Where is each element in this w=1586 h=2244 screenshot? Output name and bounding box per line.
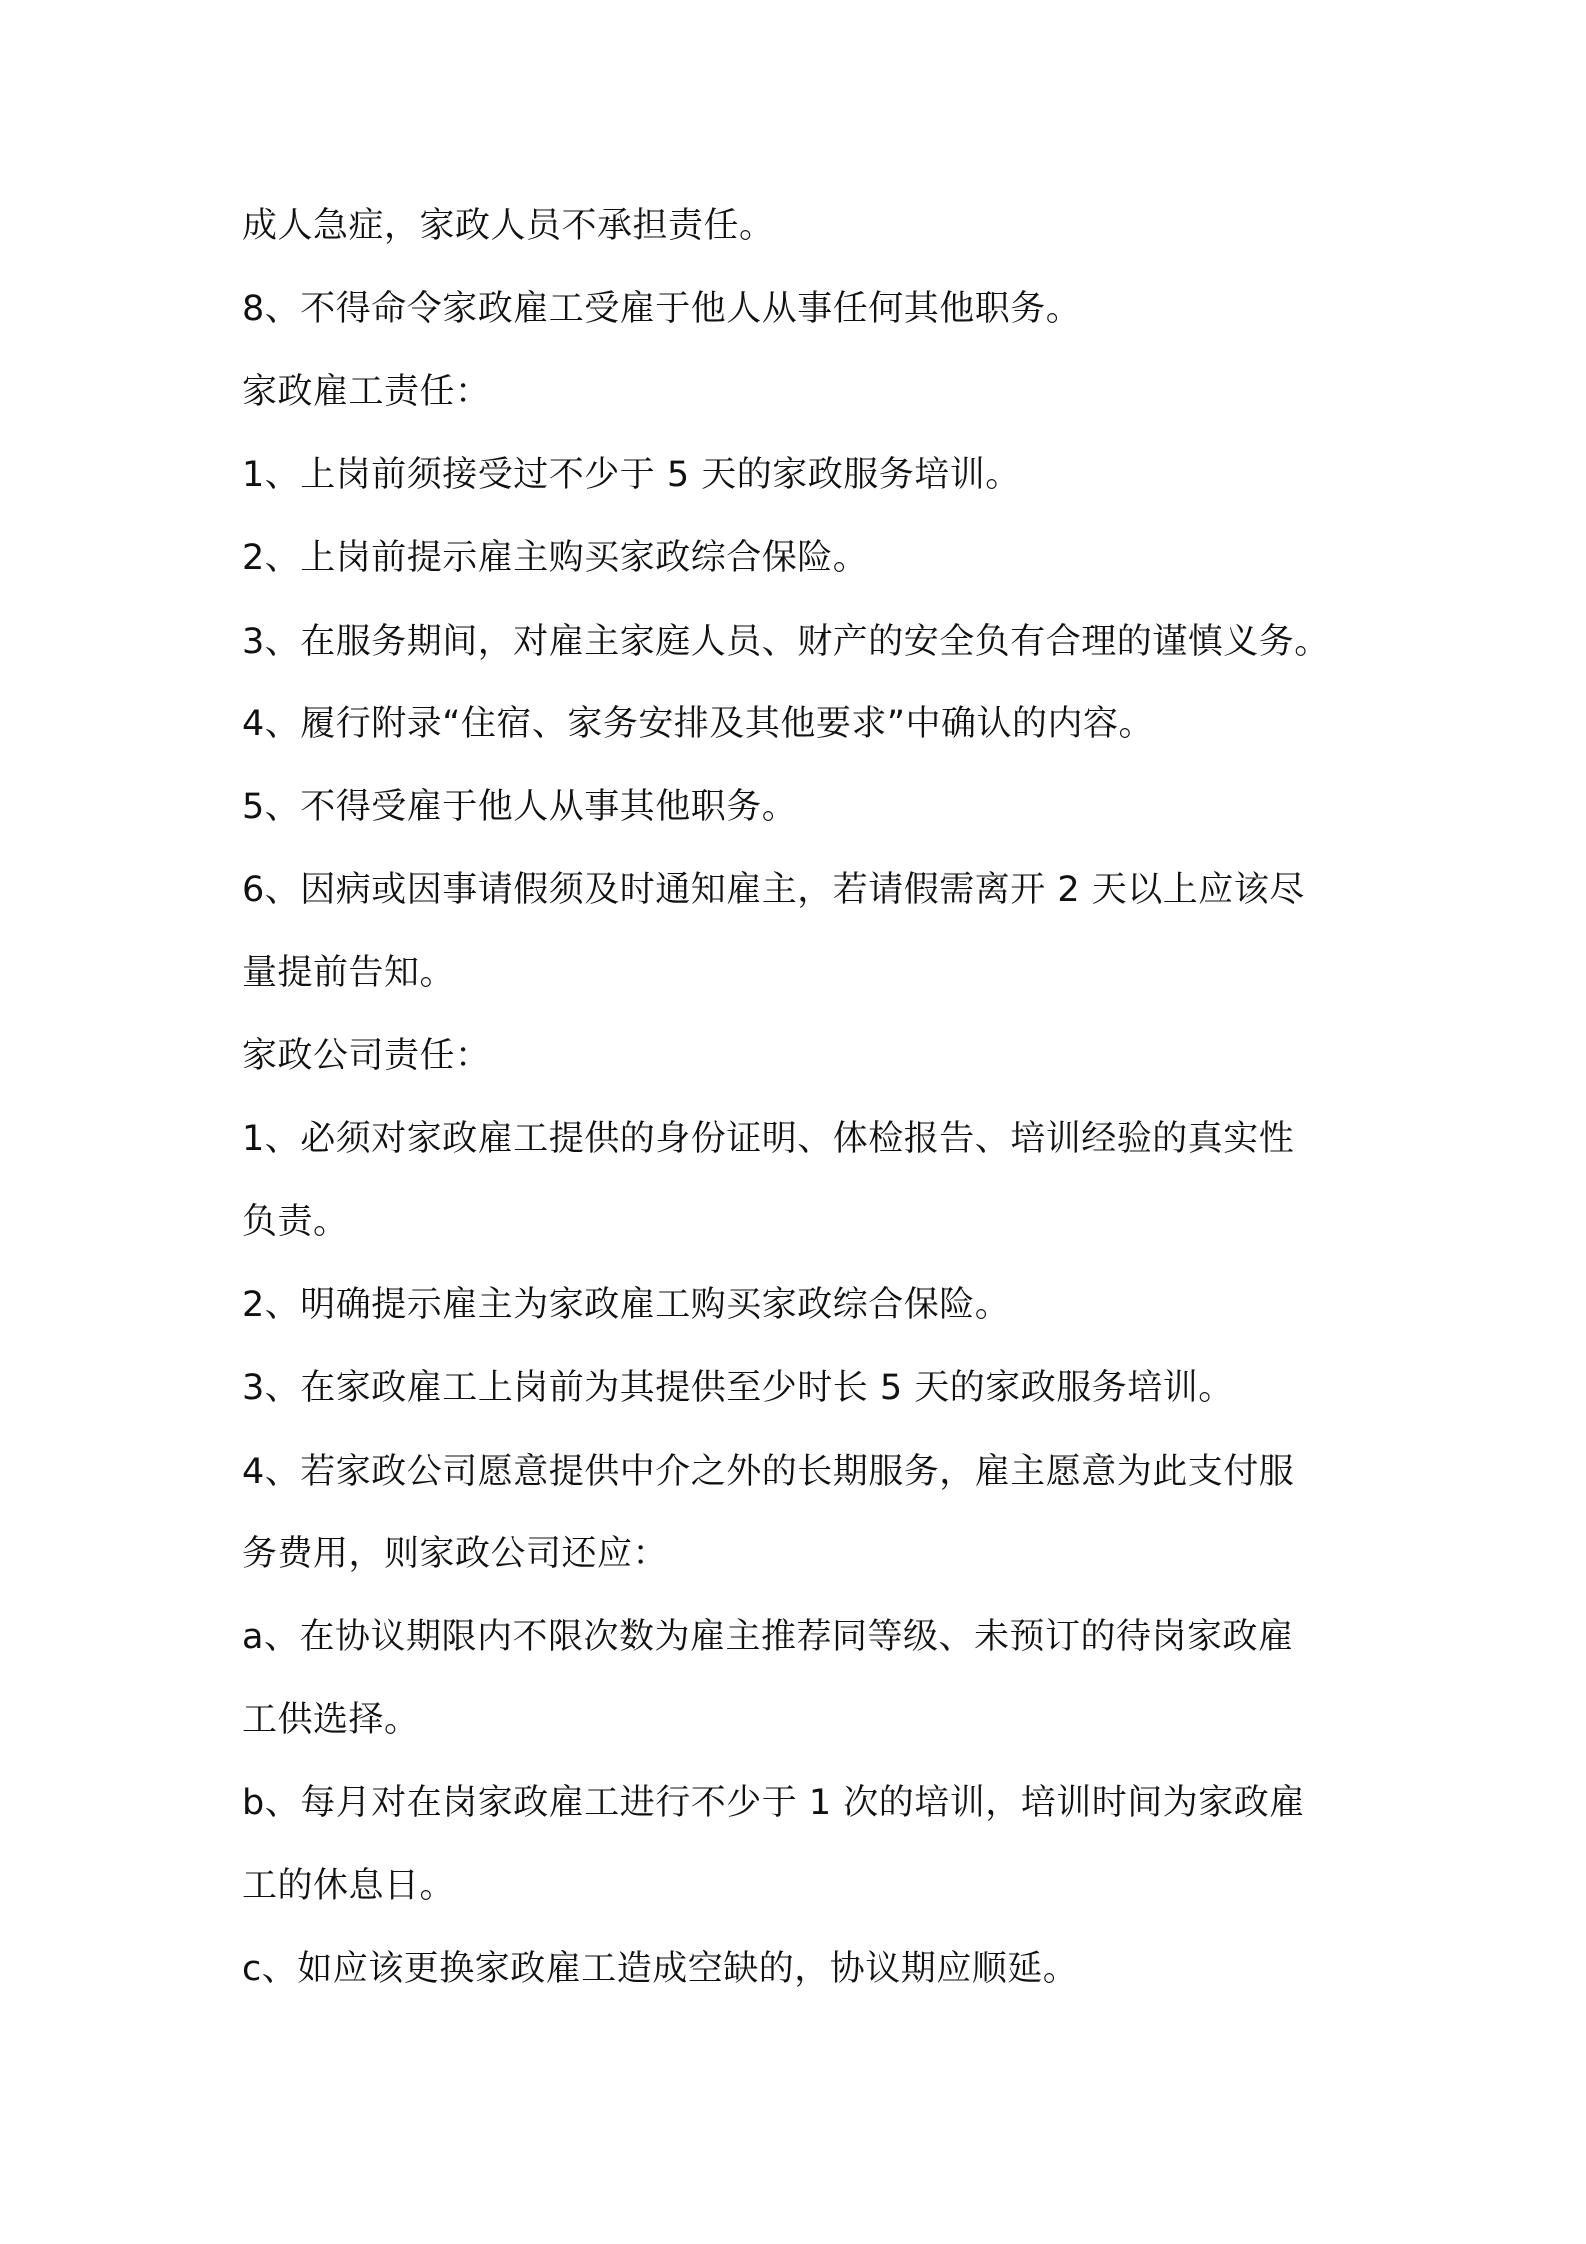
text-line: b、每月对在岗家政雇工进行不少于 1 次的培训，培训时间为家政雇 bbox=[242, 1783, 1305, 1823]
text-line: 6、因病或因事请假须及时通知雇主，若请假需离开 2 天以上应该尽 bbox=[242, 870, 1305, 910]
text-line: 工的休息日。 bbox=[242, 1866, 456, 1906]
text-line: 2、上岗前提示雇主购买家政综合保险。 bbox=[242, 538, 869, 578]
text-line: 量提前告知。 bbox=[242, 953, 456, 993]
text-line: 8、不得命令家政雇工受雇于他人从事任何其他职务。 bbox=[242, 289, 1082, 329]
section-heading-company-duties: 家政公司责任： bbox=[242, 1036, 491, 1076]
text-line: c、如应该更换家政雇工造成空缺的，协议期应顺延。 bbox=[242, 1949, 1079, 1989]
text-line: 负责。 bbox=[242, 1202, 349, 1242]
text-line: 4、履行附录“住宿、家务安排及其他要求”中确认的内容。 bbox=[242, 704, 1155, 744]
text-line: 3、在服务期间，对雇主家庭人员、财产的安全负有合理的谨慎义务。 bbox=[242, 622, 1330, 662]
text-line: 1、必须对家政雇工提供的身份证明、体检报告、培训经验的真实性 bbox=[242, 1119, 1295, 1159]
text-line: 成人急症，家政人员不承担责任。 bbox=[242, 206, 775, 246]
text-line: 工供选择。 bbox=[242, 1700, 420, 1740]
text-line: 2、明确提示雇主为家政雇工购买家政综合保险。 bbox=[242, 1285, 1011, 1325]
text-line: a、在协议期限内不限次数为雇主推荐同等级、未预订的待岗家政雇 bbox=[242, 1617, 1294, 1657]
text-line: 4、若家政公司愿意提供中介之外的长期服务，雇主愿意为此支付服 bbox=[242, 1452, 1295, 1492]
section-heading-employee-duties: 家政雇工责任： bbox=[242, 372, 491, 412]
text-line: 1、上岗前须接受过不少于 5 天的家政服务培训。 bbox=[242, 455, 1021, 495]
text-line: 3、在家政雇工上岗前为其提供至少时长 5 天的家政服务培训。 bbox=[242, 1368, 1234, 1408]
text-line: 5、不得受雇于他人从事其他职务。 bbox=[242, 787, 798, 827]
text-line: 务费用，则家政公司还应： bbox=[242, 1534, 669, 1574]
